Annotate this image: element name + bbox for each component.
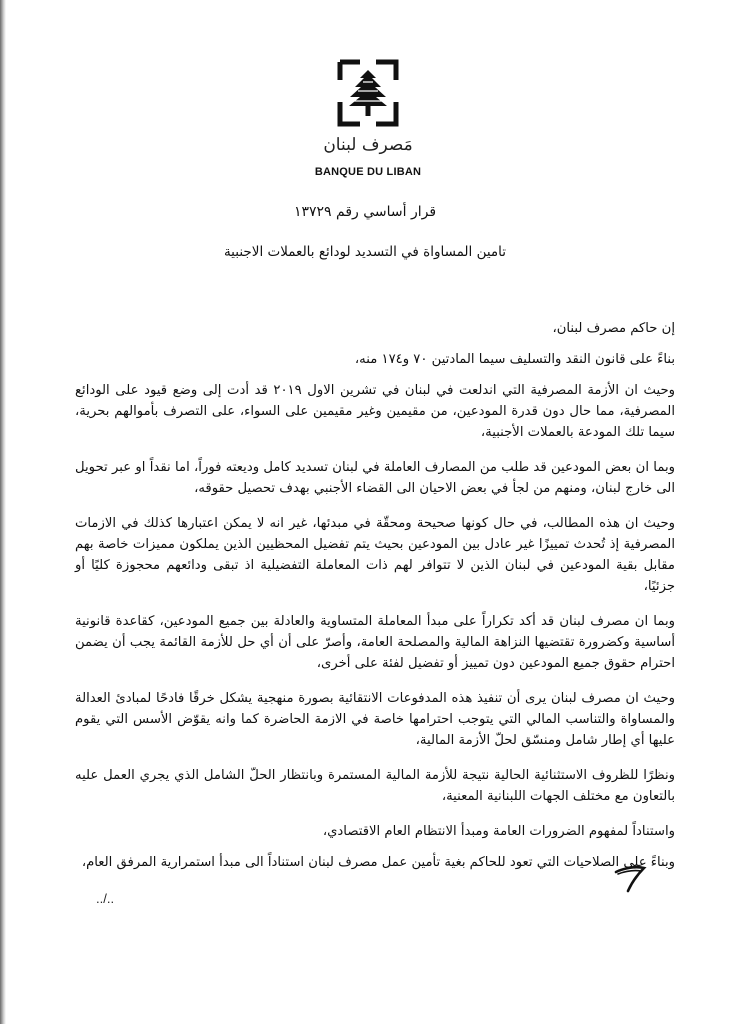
continuation-mark: ../..	[96, 891, 115, 906]
document-body	[75, 318, 675, 887]
paragraph: وبما ان مصرف لبنان قد أكد تكراراً على مبدأ المعاملة المتساوية والعادلة بين جميع المودعين، كقاعدة قانونية أساسية وكضرورة تقتضيها النزاهة المالية والمصلحة العامة، وأصرّ على أن أي حل للأزمة القائمة يجب أن يضمن احترام حقوق جميع المودعين دون تمييز أو تفضيل لفئة على أخرى،	[75, 614, 675, 671]
paragraph: وحيث ان الأزمة المصرفية التي اندلعت في لبنان في تشرين الاول ٢٠١٩ قد أدت إلى وضع قيود على الودائع المصرفية، مما حال دون قدرة المودعين، من مقيمين وغير مقيمين على السواء، على التصرف بأموالهم بحرية، سيما تلك المودعة بالعملات الأجنبية،	[75, 383, 675, 440]
handwritten-initial-icon	[610, 862, 650, 894]
cedar-emblem-icon	[336, 58, 400, 128]
paragraph: وبما ان بعض المودعين قد طلب من المصارف العاملة في لبنان تسديد كامل وديعته فوراً، اما نقداً او عبر تحويل الى خارج لبنان، ومنهم من لجأ في بعض الاحيان الى القضاء الأجنبي بهدف تحصيل حقوقه،	[75, 460, 675, 496]
decision-title: تامين المساواة في التسديد لودائع بالعملات الاجنبية	[223, 244, 507, 260]
bank-french-name: BANQUE DU LIBAN	[314, 166, 422, 178]
decision-number: قرار أساسي رقم ١٣٧٢٩	[293, 204, 437, 220]
paragraph: واستناداً لمفهوم الضرورات العامة ومبدأ الانتظام العام الاقتصادي،	[322, 824, 675, 839]
paragraph: إن حاكم مصرف لبنان،	[552, 321, 675, 336]
paragraph: وبناءً على الصلاحيات التي تعود للحاكم بغية تأمين عمل مصرف لبنان استناداً الى مبدأ استمرارية المرفق العام،	[81, 855, 675, 870]
paragraph: ونظرًا للظروف الاستثنائية الحالية نتيجة للأزمة المالية المستمرة وبانتظار الحلّ الشامل الذي يجري العمل عليه بالتعاون مع مختلف الجهات اللبنانية المعنية،	[75, 768, 675, 804]
scan-page-edge	[0, 0, 6, 1024]
paragraph: وحيث ان هذه المطالب، في حال كونها صحيحة ومحقّة في مبدئها، غير انه لا يمكن اعتبارها كذلك في الازمات المصرفية إذ تُحدث تمييزًا غير عادل بين المودعين بحيث يتم تفضيل المحظيين الذين يملكون مميزات خاصة بهم مقابل بقية المودعين في لبنان الذين لا تتوافر لهم ذات المعاملة التفضيلية اذ تبقى ودائعهم محجوزة كليًا أو جزئيًا،	[75, 516, 675, 594]
bank-arabic-name: مَصرف لبنان	[323, 135, 413, 155]
paragraph: بناءً على قانون النقد والتسليف سيما المادتين ٧٠ و١٧٤ منه،	[354, 352, 675, 367]
paragraph: وحيث ان مصرف لبنان يرى أن تنفيذ هذه المدفوعات الانتقائية بصورة منهجية يشكل خرقًا فادحًا لمبادئ العدالة والمساواة والتناسب المالي التي يتوجب احترامها خاصة في الازمة الحاضرة كما وانه يقوّض الأسس التي يقوم عليها أي إطار شامل ومنسّق لحلّ الأزمة المالية،	[75, 691, 675, 748]
